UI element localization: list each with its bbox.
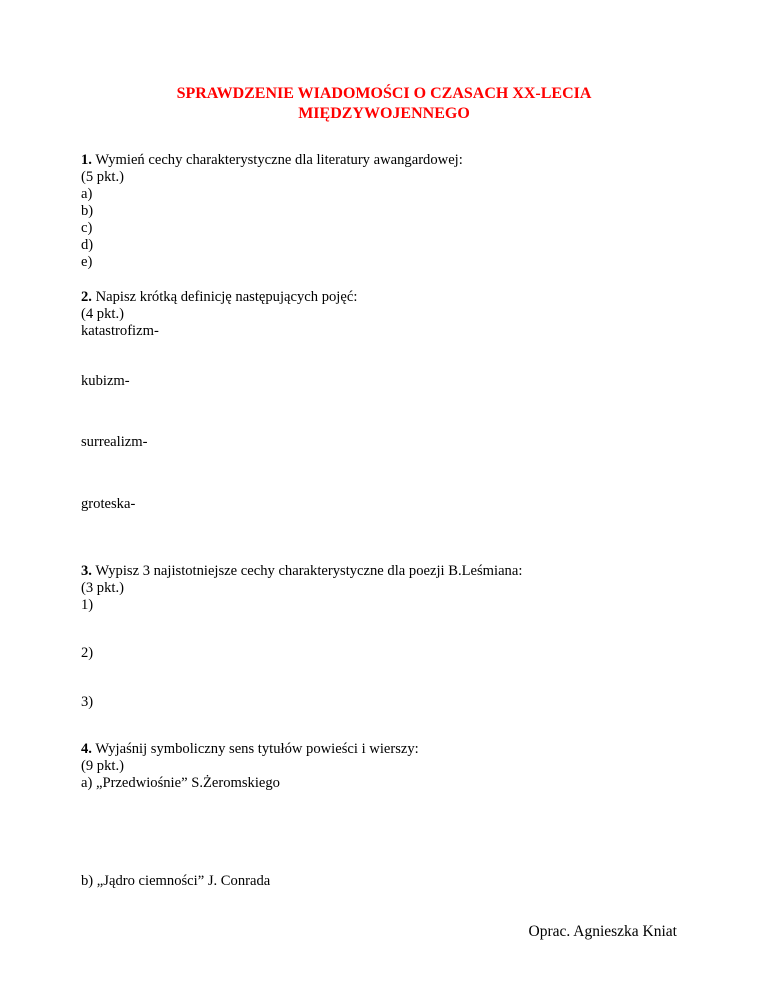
answer-label-1: 1) (81, 597, 94, 613)
answer-label-a: a) (81, 186, 93, 202)
question-4-number: 4. (81, 741, 92, 757)
question-2-number: 2. (81, 289, 92, 305)
answer-label-3: 3) (81, 694, 94, 710)
question-4-text: Wyjaśnij symboliczny sens tytułów powieści i wierszy: (91, 741, 419, 757)
term-surrealizm: surrealizm- (81, 434, 148, 450)
question-1 (81, 152, 463, 169)
term-katastrofizm: katastrofizm- (81, 323, 159, 339)
question-4 (81, 741, 419, 758)
question-2-points: (4 pkt.) (81, 306, 124, 322)
answer-label-b: b) (81, 203, 94, 219)
title-line-2: MIĘDZYWOJENNEGO (298, 105, 470, 122)
page-title (0, 84, 768, 124)
term-groteska: groteska- (81, 496, 136, 512)
question-2 (81, 289, 357, 306)
question-1-text: Wymień cechy charakterystyczne dla literatury awangardowej: (91, 152, 463, 168)
work-jadro-ciemnosci: b) „Jądro ciemności” J. Conrada (81, 873, 271, 889)
author-credit: Oprac. Agnieszka Kniat (528, 923, 677, 940)
answer-label-c: c) (81, 220, 93, 236)
question-1-points: (5 pkt.) (81, 169, 124, 185)
question-2-text: Napisz krótką definicję następujących pojęć: (91, 289, 358, 305)
answer-label-e: e) (81, 254, 93, 270)
question-3-points: (3 pkt.) (81, 580, 124, 596)
question-1-number: 1. (81, 152, 92, 168)
question-3-text: Wypisz 3 najistotniejsze cechy charakterystyczne dla poezji B.Leśmiana: (91, 563, 523, 579)
term-kubizm: kubizm- (81, 373, 130, 389)
title-line-1: SPRAWDZENIE WIADOMOŚCI O CZASACH XX-LECIA (176, 85, 592, 102)
answer-label-d: d) (81, 237, 94, 253)
answer-label-2: 2) (81, 645, 94, 661)
question-3-number: 3. (81, 563, 92, 579)
question-4-points: (9 pkt.) (81, 758, 124, 774)
question-3 (81, 563, 522, 580)
work-przedwiosnie: a) „Przedwiośnie” S.Żeromskiego (81, 775, 280, 791)
